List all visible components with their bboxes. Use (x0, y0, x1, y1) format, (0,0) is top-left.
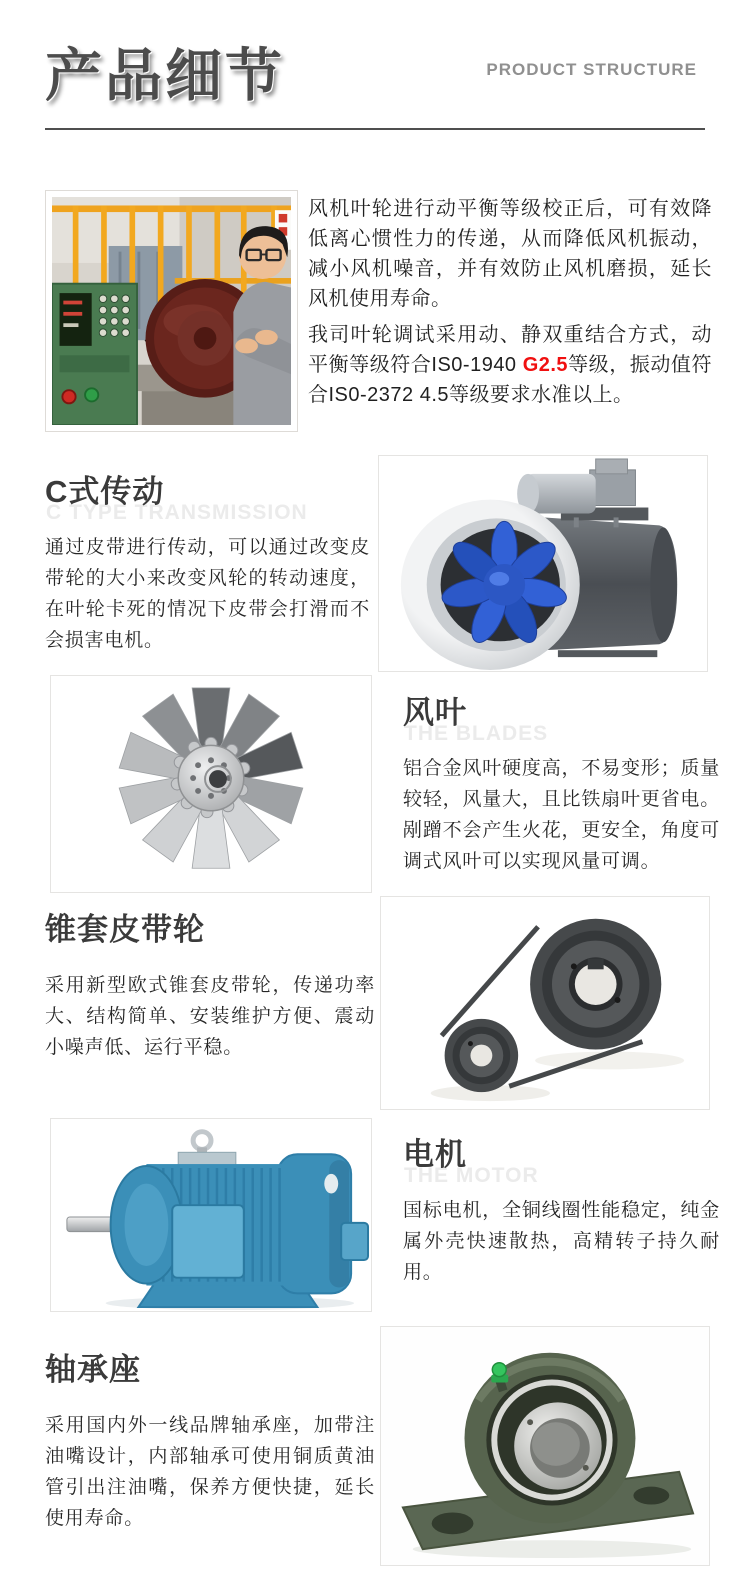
section-motor (403, 1137, 720, 1288)
section-title: C TYPE TRANSMISSION C式传动 (45, 474, 370, 510)
page-subtitle: PRODUCT STRUCTURE (486, 60, 697, 79)
intro-paragraph-2: 我司叶轮调试采用动、静双重结合方式，动平衡等级符合IS0-1940 G2.5等级，振动值符合IS0-2372 4.5等级要求水准以上。 (308, 324, 712, 406)
section-c-type-transmission (45, 474, 370, 656)
taper-bushing-pulley-image (380, 896, 710, 1110)
section-body: 采用新型欧式锥套皮带轮，传递功率大、结构简单、安装维护方便、震动小噪声低、运行平稳。 (45, 975, 375, 1058)
section-title: THE MOTOR 电机 (403, 1137, 720, 1173)
section-taper-pulley (45, 912, 375, 1063)
section-watermark: THE MOTOR (404, 1164, 539, 1187)
header-divider (45, 128, 705, 130)
impeller-balancing-photo (45, 190, 298, 432)
intro-paragraph-1: 风机叶轮进行动平衡等级校正后，可有效降低离心惯性力的传递，从而降低风机振动，减小风机噪音，并有效防止风机磨损，延长风机使用寿命。 (308, 198, 712, 310)
section-title: 轴承座 (45, 1352, 141, 1387)
section-bearing-housing (45, 1352, 375, 1534)
section-title: 锥套皮带轮 (45, 912, 205, 947)
aluminum-blade-illustration (51, 676, 371, 892)
section-title: THE BLADES 风叶 (403, 695, 720, 731)
motor-image (50, 1118, 372, 1312)
section-body: 铝合金风叶硬度高，不易变形；质量较轻，风量大，且比铁扇叶更省电。剐蹭不会产生火花，更安全，角度可调式风叶可以实现风量可调。 (403, 758, 720, 872)
axial-fan-image (378, 455, 708, 672)
balancing-workshop-illustration (52, 197, 291, 425)
pulley-belt-illustration (381, 897, 709, 1109)
section-body: 采用国内外一线品牌轴承座，加带注油嘴设计，内部轴承可使用铜质黄油管引出注油嘴，保养方便快捷，延长使用寿命。 (45, 1415, 375, 1529)
bearing-illustration (381, 1327, 709, 1565)
intro-text (308, 194, 712, 410)
aluminum-fan-blade-image (50, 675, 372, 893)
axial-fan-illustration (379, 456, 707, 671)
section-fan-blade (403, 695, 720, 877)
section-body: 国标电机，全铜线圈性能稳定，纯金属外壳快速散热，高精转子持久耐用。 (403, 1200, 720, 1283)
page-title: 产品细节 (45, 44, 285, 108)
motor-illustration (51, 1119, 371, 1311)
section-body: 通过皮带进行传动，可以通过改变皮带轮的大小来改变风轮的转动速度，在叶轮卡死的情况下皮带会打滑而不会损害电机。 (45, 537, 370, 651)
bearing-housing-image (380, 1326, 710, 1566)
balance-grade-highlight: G2.5 (522, 354, 569, 376)
section-watermark: C TYPE TRANSMISSION (46, 501, 308, 524)
section-watermark: THE BLADES (404, 722, 549, 745)
